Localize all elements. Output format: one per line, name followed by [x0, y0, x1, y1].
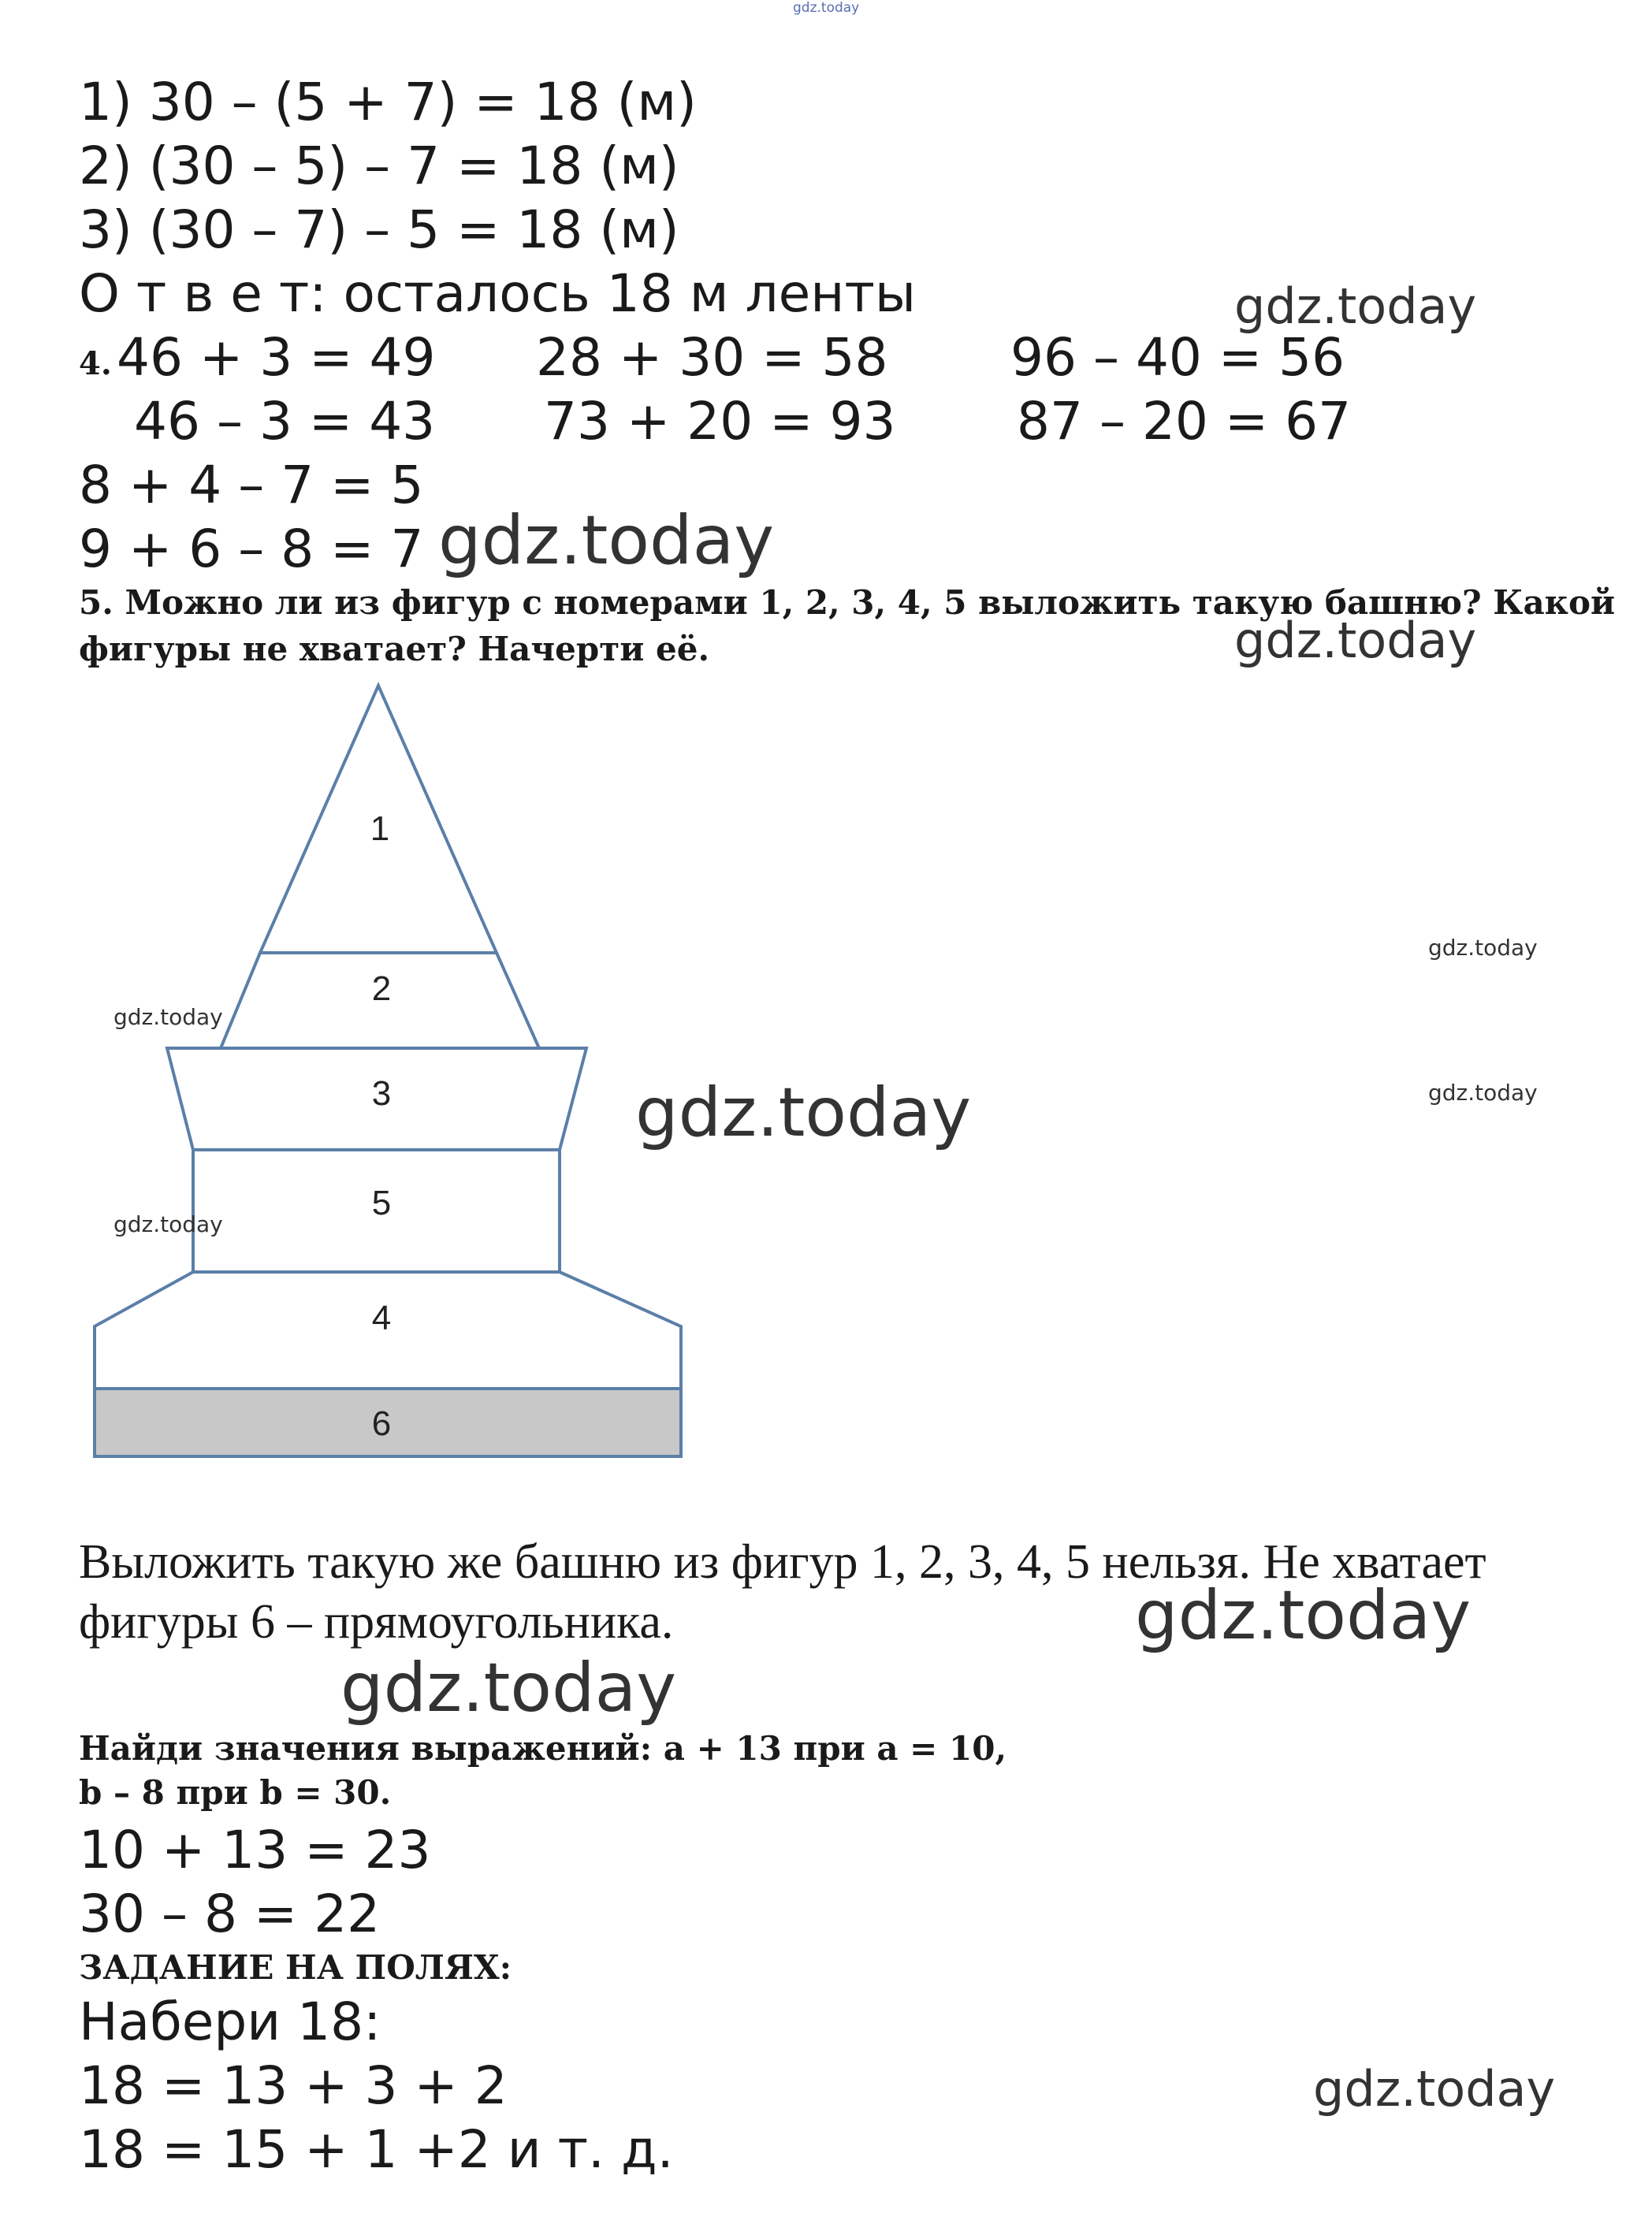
task4-row1-b: 28 + 30 = 58: [536, 327, 888, 388]
margin-task-subtitle: Набери 18:: [79, 1992, 381, 2052]
figure-label-3: 3: [371, 1074, 392, 1113]
watermark: gdz.today: [113, 1004, 223, 1030]
expression-result-1: 10 + 13 = 23: [79, 1820, 431, 1880]
solution-line-3: 3) (30 – 7) – 5 = 18 (м): [79, 199, 679, 260]
solution-line-2: 2) (30 – 5) – 7 = 18 (м): [79, 136, 679, 196]
task5-question-line1: 5. Можно ли из фигур с номерами 1, 2, 3, 4, 5 выложить такую башню? Какой: [79, 583, 1616, 622]
watermark: gdz.today: [1234, 277, 1477, 335]
figure-label-4: 4: [371, 1299, 392, 1337]
task5-answer-line1: Выложить такую же башню из фигур 1, 2, 3, 4, 5 нельзя. Не хватает: [79, 1535, 1486, 1589]
solution-line-1: 1) 30 – (5 + 7) = 18 (м): [79, 72, 697, 132]
answer-line: О т в е т: осталось 18 м ленты: [79, 263, 916, 324]
watermark: gdz.today: [438, 501, 775, 580]
watermark: gdz.today: [113, 1211, 223, 1237]
task4-row1-a: 46 + 3 = 49: [117, 327, 436, 388]
figure-label-1: 1: [370, 809, 390, 848]
task4-row2-b: 73 + 20 = 93: [544, 391, 896, 452]
task4-row1-c: 96 – 40 = 56: [1010, 327, 1345, 388]
watermark: gdz.today: [1428, 1080, 1538, 1106]
margin-task-line-1: 18 = 13 + 3 + 2: [79, 2055, 508, 2116]
task4-extra-1: 8 + 4 – 7 = 5: [79, 455, 424, 515]
figure-label-5: 5: [371, 1184, 392, 1222]
figure-label-2: 2: [371, 969, 392, 1008]
figure-label-6: 6: [371, 1404, 392, 1443]
task4-row2-c: 87 – 20 = 67: [1017, 391, 1352, 452]
watermark: gdz.today: [1234, 612, 1477, 669]
task4-number: 4.: [79, 345, 112, 382]
watermark-top: gdz.today: [793, 0, 860, 16]
margin-task-title: ЗАДАНИЕ НА ПОЛЯХ:: [79, 1948, 512, 1987]
task4-row2-a: 46 – 3 = 43: [134, 391, 436, 452]
expressions-title-line2: b – 8 при b = 30.: [79, 1773, 392, 1812]
margin-task-line-2: 18 = 15 + 1 +2 и т. д.: [79, 2119, 674, 2180]
task4-extra-2: 9 + 6 – 8 = 7: [79, 519, 424, 579]
expression-result-2: 30 – 8 = 22: [79, 1884, 381, 1944]
watermark: gdz.today: [635, 1073, 972, 1152]
watermark: gdz.today: [1135, 1576, 1472, 1655]
expressions-title-line1: Найди значения выражений: a + 13 при a = 10,: [79, 1729, 1007, 1768]
task5-answer-line2: фигуры 6 – прямоугольника.: [79, 1595, 674, 1649]
watermark: gdz.today: [340, 1649, 677, 1728]
watermark: gdz.today: [1428, 935, 1538, 961]
task5-question-line2: фигуры не хватает? Начерти её.: [79, 630, 710, 668]
watermark: gdz.today: [1313, 2060, 1556, 2118]
